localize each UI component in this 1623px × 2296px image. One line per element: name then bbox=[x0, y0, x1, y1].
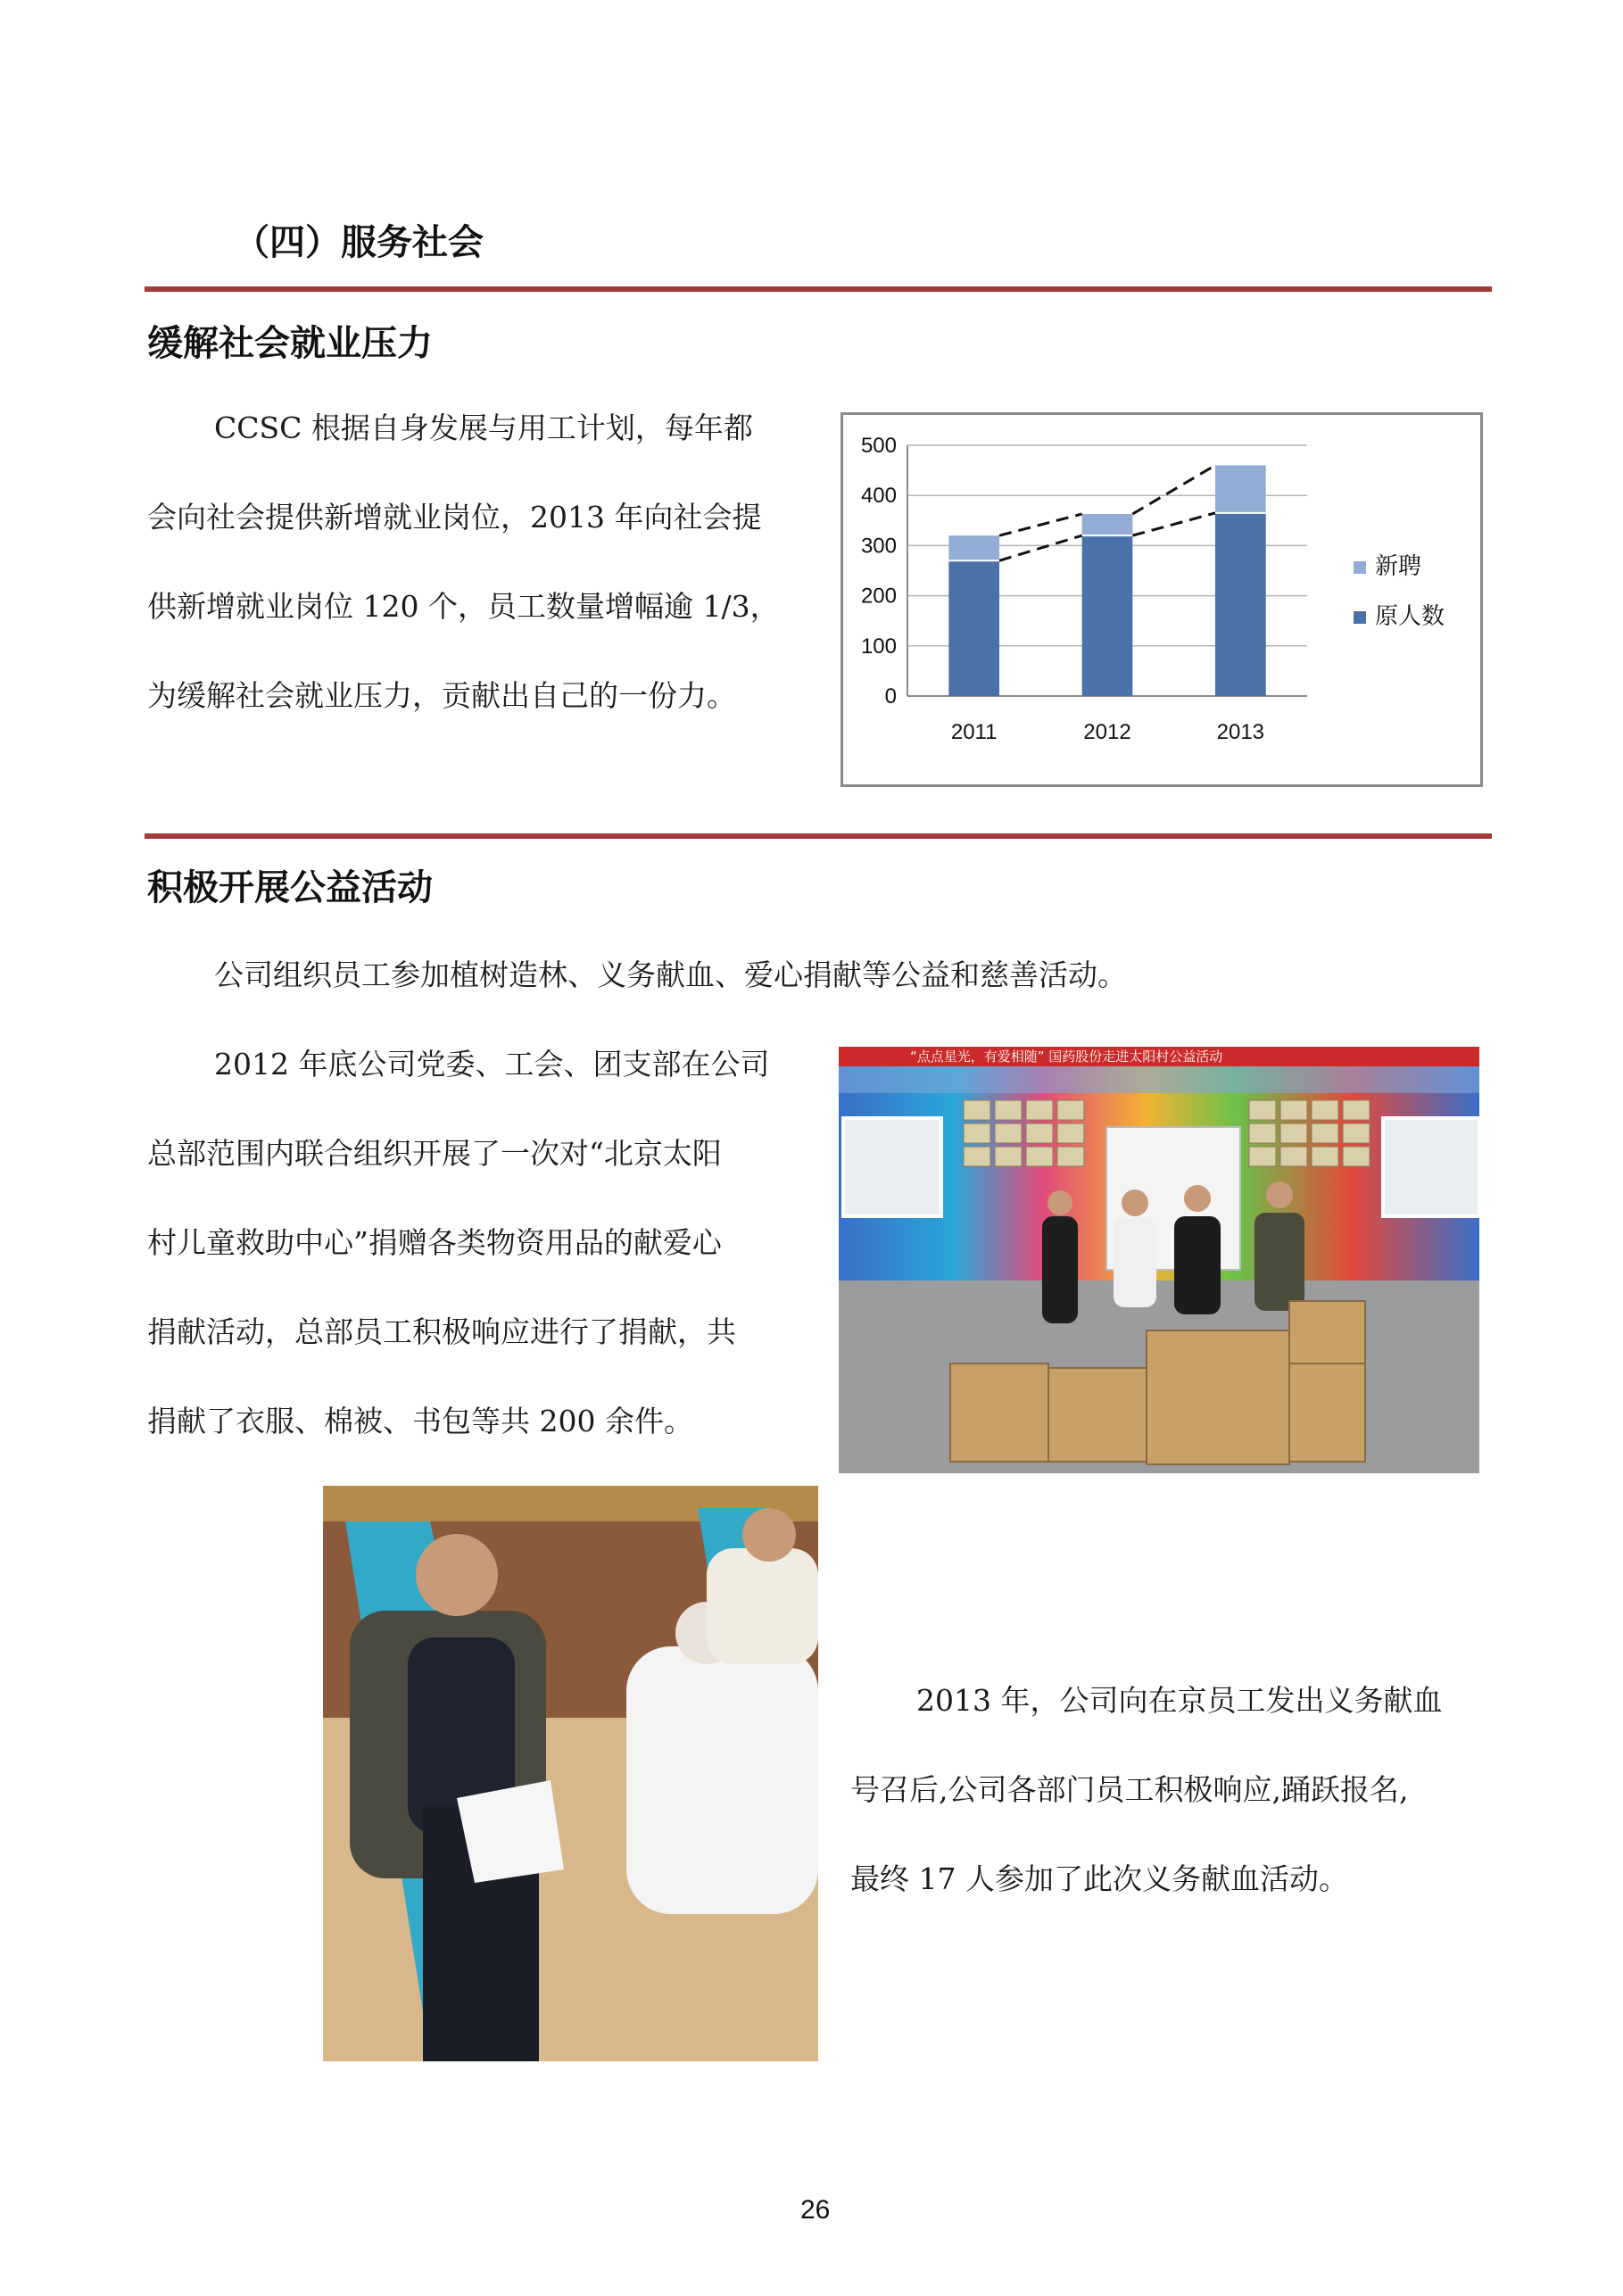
employment-line-2: 会向社会提供新增就业岗位，2013 年向社会提 bbox=[147, 500, 762, 535]
page-number: 26 bbox=[800, 2195, 831, 2225]
donation-line-1: 2012 年底公司党委、工会、团支部在公司 bbox=[214, 1047, 770, 1082]
section-title: （四）服务社会 bbox=[234, 222, 484, 263]
series-line-segment bbox=[999, 514, 1082, 535]
charity-intro: 公司组织员工参加植树造林、义务献血、爱心捐献等公益和慈善活动。 bbox=[214, 957, 1127, 992]
bar-original-2011 bbox=[948, 560, 999, 696]
employment-heading: 缓解社会就业压力 bbox=[147, 323, 433, 364]
x-tick-label: 2011 bbox=[950, 720, 998, 744]
bar-original-2012 bbox=[1082, 535, 1133, 696]
employment-line-3: 供新增就业岗位 120 个，员工数量增幅逾 1/3， bbox=[147, 589, 780, 624]
blood-line-2: 号召后,公司各部门员工积极响应,踊跃报名, bbox=[850, 1772, 1409, 1807]
legend-swatch bbox=[1354, 611, 1366, 624]
y-tick-label: 500 bbox=[860, 434, 897, 458]
x-tick-label: 2013 bbox=[1216, 720, 1265, 744]
top-divider bbox=[145, 286, 1492, 292]
blood-donation-photo bbox=[323, 1486, 818, 2061]
employment-line-1: CCSC 根据自身发展与用工计划，每年都 bbox=[214, 410, 753, 445]
employment-chart bbox=[840, 412, 1483, 787]
x-tick-label: 2012 bbox=[1083, 720, 1131, 744]
legend-label: 新聘 bbox=[1375, 553, 1422, 580]
donation-photo bbox=[839, 1047, 1479, 1473]
blood-donation-scene bbox=[323, 1486, 818, 2061]
blood-line-3: 最终 17 人参加了此次义务献血活动。 bbox=[850, 1861, 1348, 1896]
y-tick-label: 100 bbox=[860, 634, 897, 659]
series-line-segment bbox=[1132, 513, 1215, 535]
middle-divider bbox=[145, 833, 1492, 839]
donation-photo-scene bbox=[839, 1047, 1479, 1473]
donation-line-2: 总部范围内联合组织开展了一次对“北京太阳 bbox=[147, 1136, 722, 1171]
y-tick-label: 0 bbox=[884, 684, 897, 709]
employment-chart-svg bbox=[843, 415, 1480, 784]
banner-text: “点点星光，有爱相随” 国药股份走进太阳村公益活动 bbox=[910, 1049, 1223, 1065]
employment-line-4: 为缓解社会就业压力，贡献出自己的一份力。 bbox=[147, 678, 736, 713]
donation-line-3: 村儿童救助中心”捐赠各类物资用品的献爱心 bbox=[147, 1225, 722, 1260]
legend-label: 原人数 bbox=[1375, 603, 1445, 630]
y-tick-label: 400 bbox=[860, 484, 897, 509]
bar-new-hire-2011 bbox=[948, 535, 999, 560]
bar-new-hire-2013 bbox=[1215, 465, 1266, 512]
bar-original-2013 bbox=[1215, 513, 1266, 696]
blood-line-1: 2013 年，公司向在京员工发出义务献血 bbox=[916, 1683, 1443, 1718]
donation-line-5: 捐献了衣服、棉被、书包等共 200 余件。 bbox=[147, 1404, 693, 1438]
y-tick-label: 200 bbox=[860, 584, 897, 609]
charity-heading: 积极开展公益活动 bbox=[147, 867, 433, 908]
bar-new-hire-2012 bbox=[1082, 514, 1133, 535]
donation-line-4: 捐献活动，总部员工积极响应进行了捐献，共 bbox=[147, 1314, 736, 1349]
legend-swatch bbox=[1354, 561, 1366, 574]
y-tick-label: 300 bbox=[860, 534, 897, 559]
series-line-segment bbox=[999, 535, 1082, 560]
series-line-segment bbox=[1132, 465, 1215, 514]
